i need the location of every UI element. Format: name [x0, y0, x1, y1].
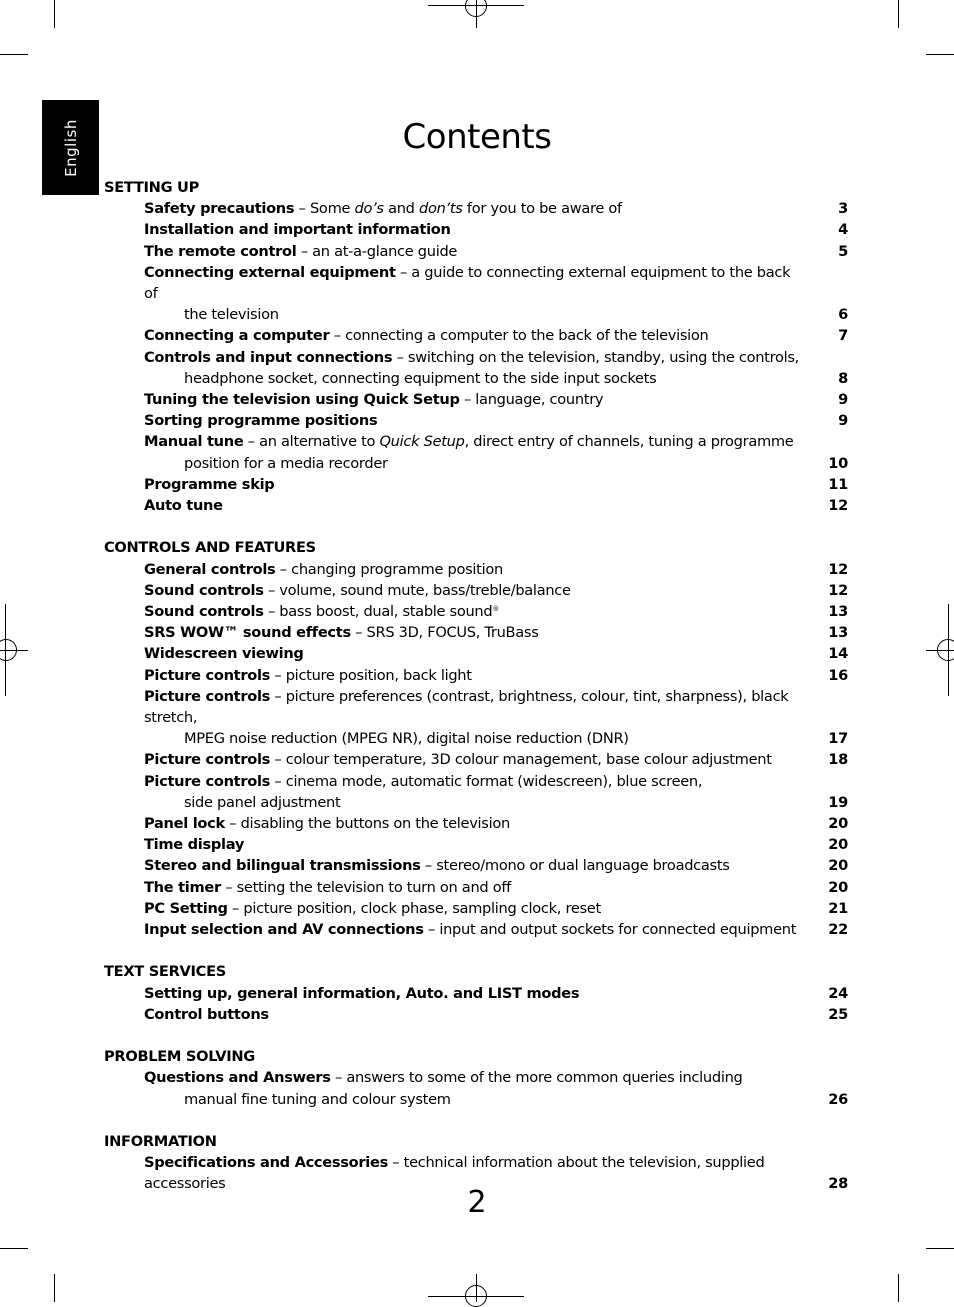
toc-entry-description: – Some: [294, 200, 355, 218]
toc-entry-title: Picture controls: [144, 751, 271, 769]
registration-circle: [0, 639, 17, 661]
toc-entry: [104, 1004, 848, 1025]
toc-page-number: 11: [828, 475, 848, 493]
toc-page-number: 9: [838, 391, 848, 409]
toc-entry-title: The remote control: [144, 242, 297, 260]
toc-page-number: 21: [828, 899, 848, 917]
toc-page-number: 24: [828, 984, 848, 1002]
toc-entry-title: Programme skip: [144, 475, 275, 493]
section-title: SETTING UP: [104, 179, 199, 196]
toc-entry-description: – SRS 3D, FOCUS, TruBass: [350, 624, 539, 642]
toc-entry-text: [144, 1067, 808, 1109]
toc-entry-description: – volume, sound mute, bass/treble/balance: [263, 581, 571, 599]
toc-entry-title: Control buttons: [144, 1005, 269, 1023]
toc-entry-title: Questions and Answers: [144, 1069, 331, 1087]
toc-entry-title: Panel lock: [144, 815, 225, 833]
toc-entry-description-continued: MPEG noise reduction (MPEG NR), digital noise reduction (DNR): [184, 730, 629, 748]
toc-entry-title: Safety precautions: [144, 200, 295, 218]
toc-entry-text: [144, 855, 808, 876]
toc-entry-text: [144, 813, 808, 834]
toc-entry-title: Connecting external equipment: [144, 263, 396, 281]
toc-page-number: 18: [828, 751, 848, 769]
toc-page-number: 20: [828, 836, 848, 854]
toc-entry: [104, 219, 848, 240]
toc-entry: [104, 834, 848, 855]
toc-entry-description: – answers to some of the more common queries including: [330, 1069, 743, 1087]
toc-entry-text: [144, 983, 808, 1004]
crop-mark: [926, 1248, 954, 1249]
toc-entry-title: Connecting a computer: [144, 327, 330, 345]
toc-entry-description: – cinema mode, automatic format (widescreen), blue screen,: [270, 772, 703, 790]
toc-page-number: 17: [828, 730, 848, 748]
toc-entry-description: – setting the television to turn on and off: [220, 878, 512, 896]
toc-entry-title: Auto tune: [144, 497, 223, 515]
toc-entry: [104, 686, 848, 750]
toc-page-number: 20: [828, 878, 848, 896]
page-number: 2: [467, 1185, 487, 1220]
toc-entry-description: – picture preferences (contrast, brightness, colour, tint, sharpness), black stretch,: [144, 687, 789, 727]
toc-entry-description: and: [383, 200, 419, 218]
toc-entry: [104, 622, 848, 643]
toc-entry-text: [144, 749, 808, 770]
toc-entry-description: – stereo/mono or dual language broadcasts: [420, 857, 730, 875]
toc-entry-title: The timer: [144, 878, 221, 896]
toc-entry-description: – technical information about the television, supplied accessories: [144, 1154, 765, 1193]
toc-entry-text: [144, 877, 808, 898]
toc-page-number: 28: [828, 1175, 848, 1193]
section-gap: [104, 940, 848, 961]
toc-entry-text: [144, 198, 808, 219]
toc-entry: [104, 919, 848, 940]
toc-entry: [104, 877, 848, 898]
toc-entry-text: [144, 325, 808, 346]
page-title: Contents: [402, 116, 552, 157]
crop-mark: [898, 1274, 899, 1302]
toc-entry: [104, 474, 848, 495]
registration-circle: [465, 0, 487, 17]
section-gap: [104, 1110, 848, 1131]
toc-entry: [104, 559, 848, 580]
toc-entry-text: [144, 347, 808, 389]
toc-entry: [104, 410, 848, 431]
toc-entry-title: Input selection and AV connections: [144, 921, 424, 939]
toc-entry-description: – switching on the television, standby, using the controls,: [392, 348, 799, 366]
toc-entry-text: [144, 474, 808, 495]
toc-entry-title: Sound controls: [144, 581, 264, 599]
toc-page-number: 10: [828, 454, 848, 472]
toc-entry-title: Installation and important information: [144, 221, 451, 239]
toc-entry: [104, 983, 848, 1004]
toc-entry-description: – picture position, back light: [270, 666, 472, 684]
toc-entry-title: Stereo and bilingual transmissions: [144, 857, 421, 875]
toc-entry-text: [144, 431, 808, 473]
toc-page-number: 3: [838, 200, 848, 218]
registration-circle: [937, 639, 954, 661]
toc-entry-description-continued: manual fine tuning and colour system: [184, 1090, 451, 1108]
registration-circle: [465, 1285, 487, 1307]
toc-page-number: 26: [828, 1090, 848, 1108]
language-tab-label: English: [61, 118, 80, 177]
toc-entry-title: Picture controls: [144, 772, 271, 790]
crop-mark: [898, 0, 899, 28]
toc-entry-text: [144, 601, 808, 622]
toc-entry: [104, 241, 848, 262]
toc-entry-title: Manual tune: [144, 433, 244, 451]
toc-entry-text: [144, 665, 808, 686]
toc-entry-title: General controls: [144, 560, 276, 578]
toc-page-number: 25: [828, 1005, 848, 1023]
toc-entry: [104, 601, 848, 622]
toc-entry: [104, 198, 848, 219]
toc-entry: [104, 495, 848, 516]
toc-entry-description: – colour temperature, 3D colour management, base colour adjustment: [270, 751, 772, 769]
toc-page-number: 22: [828, 921, 848, 939]
toc-entry-description: – bass boost, dual, stable sound: [263, 603, 493, 621]
toc-page-number: 7: [838, 327, 848, 345]
toc-entry-text: [144, 495, 808, 516]
toc-page-number: 20: [828, 857, 848, 875]
toc-entry-description: – picture position, clock phase, sampling clock, reset: [227, 899, 601, 917]
toc-entry-text: [144, 622, 808, 643]
section-title: PROBLEM SOLVING: [104, 1048, 255, 1066]
toc-entry-text: [144, 771, 808, 813]
toc-page-number: 8: [838, 369, 848, 387]
crop-mark: [0, 54, 28, 55]
toc-entry-title: Picture controls: [144, 666, 271, 684]
toc-entry-text: [144, 643, 808, 664]
toc-entry-description: , direct entry of channels, tuning a programme: [464, 433, 794, 451]
toc-entry: [104, 813, 848, 834]
toc-page-number: 6: [838, 306, 848, 324]
toc-entry-description: for you to be aware of: [462, 200, 622, 218]
toc-entry-text: [144, 580, 808, 601]
toc-entry-description-italic: Quick Setup: [379, 433, 465, 451]
toc-entry-title: PC Setting: [144, 899, 228, 917]
table-of-contents: [104, 177, 848, 1195]
toc-entry-text: [144, 389, 808, 410]
toc-page-number: 19: [828, 793, 848, 811]
toc-entry-description: – an at-a-glance guide: [296, 242, 458, 260]
toc-entry-title: Sound controls: [144, 603, 264, 621]
toc-entry-text: [144, 559, 808, 580]
toc-entry: [104, 855, 848, 876]
crop-mark: [54, 0, 55, 28]
toc-entry: [104, 347, 848, 389]
toc-entry-description-continued: position for a media recorder: [184, 454, 388, 472]
toc-entry-title: Time display: [144, 836, 245, 854]
section-gap: [104, 1025, 848, 1046]
toc-entry-title: Sorting programme positions: [144, 412, 378, 430]
toc-entry-description-italic: don’ts: [418, 200, 463, 218]
toc-entry: [104, 580, 848, 601]
section-gap: [104, 516, 848, 537]
toc-entry: [104, 749, 848, 770]
toc-page-number: 20: [828, 815, 848, 833]
toc-entry-title: Tuning the television using Quick Setup: [144, 391, 460, 409]
toc-entry-text: [144, 219, 808, 240]
toc-entry-title: SRS WOW™ sound effects: [144, 624, 351, 642]
crop-mark: [54, 1274, 55, 1302]
toc-entry-title: Setting up, general information, Auto. and LIST modes: [144, 984, 580, 1002]
toc-entry: [104, 1067, 848, 1109]
crop-mark: [926, 54, 954, 55]
toc-page-number: 5: [838, 242, 848, 260]
toc-page-number: 9: [838, 412, 848, 430]
toc-entry-description: – changing programme position: [275, 560, 503, 578]
toc-entry-title: Controls and input connections: [144, 348, 393, 366]
toc-entry-text: [144, 898, 808, 919]
toc-entry-description: – language, country: [459, 391, 604, 409]
toc-entry-text: [144, 1004, 808, 1025]
toc-entry-title: Widescreen viewing: [144, 645, 304, 663]
toc-page-number: 16: [828, 666, 848, 684]
section-title: INFORMATION: [104, 1133, 217, 1151]
toc-entry-description: – input and output sockets for connected equipment: [423, 921, 797, 939]
toc-entry-title: Specifications and Accessories: [144, 1154, 388, 1172]
toc-page-number: 12: [828, 560, 848, 578]
toc-entry-description: – an alternative to: [243, 433, 380, 451]
toc-entry-description: – a guide to connecting external equipment to the back of: [144, 263, 791, 303]
toc-entry: [104, 771, 848, 813]
toc-page-number: 13: [828, 603, 848, 621]
section-title: TEXT SERVICES: [104, 963, 226, 981]
toc-entry-text: [144, 410, 808, 431]
toc-page-number: 13: [828, 624, 848, 642]
toc-page-number: 12: [828, 497, 848, 515]
toc-entry-description-italic: do’s: [354, 200, 384, 218]
toc-entry-description-continued: headphone socket, connecting equipment to the side input sockets: [184, 369, 657, 387]
registered-mark: ®: [492, 605, 500, 614]
toc-entry-description: – disabling the buttons on the television: [224, 815, 510, 833]
toc-entry-text: [144, 834, 808, 855]
toc-entry-title: Picture controls: [144, 687, 271, 705]
toc-entry: [104, 898, 848, 919]
toc-entry: [104, 262, 848, 326]
toc-entry-description: – connecting a computer to the back of the television: [329, 327, 709, 345]
section-title: CONTROLS AND FEATURES: [104, 539, 316, 557]
toc-entry-text: [144, 262, 808, 326]
toc-entry-description-continued: the television: [184, 306, 279, 324]
toc-page-number: 12: [828, 581, 848, 599]
toc-entry: [104, 665, 848, 686]
toc-entry-description-continued: side panel adjustment: [184, 793, 341, 811]
toc-entry: [104, 643, 848, 664]
toc-entry-text: [144, 919, 808, 940]
toc-entry: [104, 389, 848, 410]
toc-entry-text: [144, 686, 808, 750]
toc-page-number: 4: [838, 221, 848, 239]
crop-mark: [0, 1248, 28, 1249]
toc-entry: [104, 431, 848, 473]
toc-entry-text: [144, 241, 808, 262]
toc-page-number: 14: [828, 645, 848, 663]
toc-entry: [104, 325, 848, 346]
